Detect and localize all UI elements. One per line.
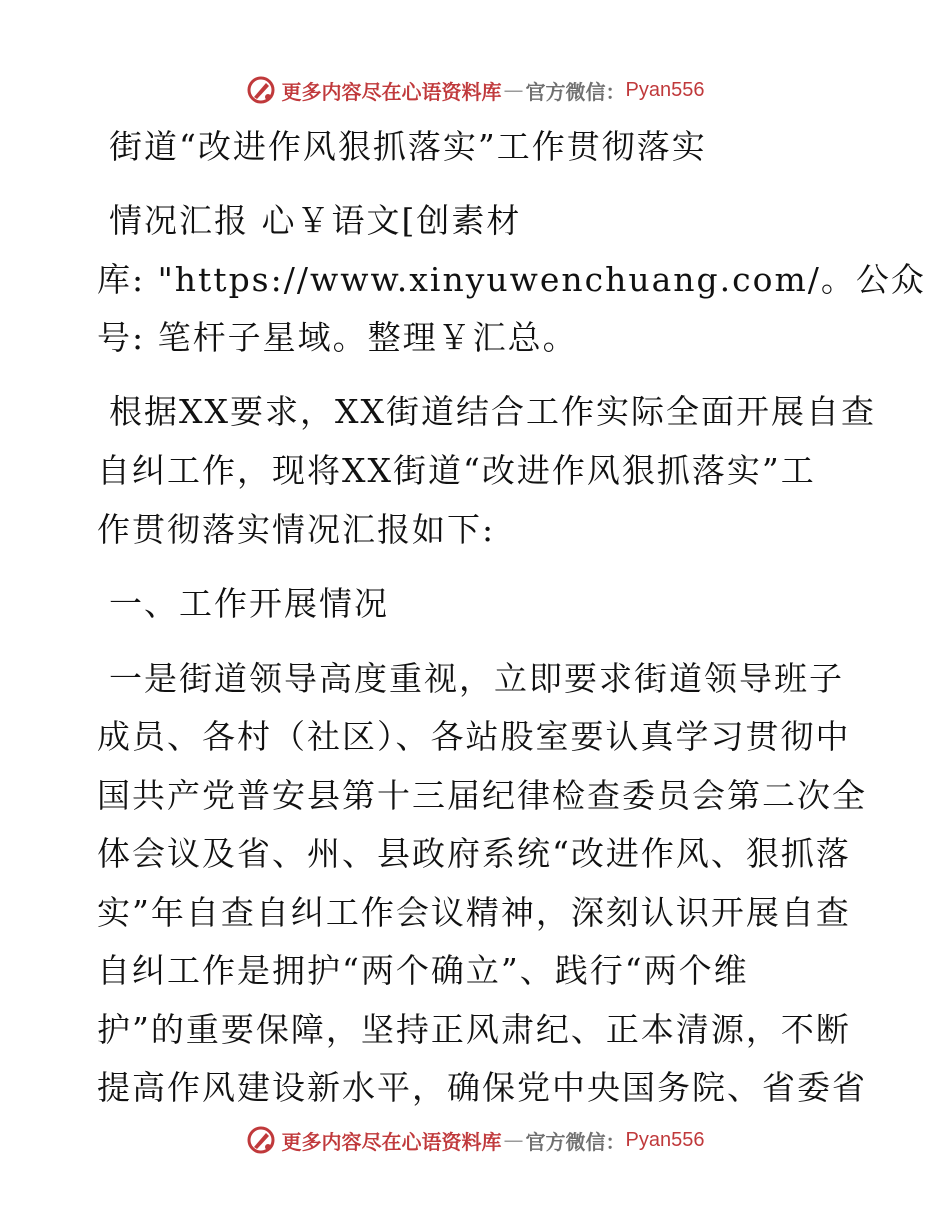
source-note-line-2: 号: 笔杆子星域。整理￥汇总。 [97,318,578,357]
watermark-dash: — [503,1128,524,1152]
paragraph-line: 一是街道领导高度重视，立即要求街道领导班子 [109,659,844,698]
watermark-wechat-id: Pyan556 [625,1128,705,1151]
paragraph-line: 提高作风建设新水平，确保党中央国务院、省委省 [97,1068,867,1107]
paragraph-line: 成员、各村（社区）、各站股室要认真学习贯彻中 [97,717,851,756]
header-watermark [0,70,950,110]
paragraph-line: 自纠工作，现将XX街道“改进作风狠抓落实”工 [97,451,816,490]
paragraph-line: 护”的重要保障，坚持正风肃纪、正本清源，不断 [97,1010,851,1049]
watermark-brand-text: 更多内容尽在心语资料库 [281,79,502,104]
paragraph-line: 国共产党普安县第十三届纪律检查委员会第二次全 [97,776,867,815]
paragraph-line: 根据XX要求，XX街道结合工作实际全面开展自查 [109,392,876,431]
document-title-line-2: 情况汇报 心￥语文[创素材 [109,201,522,240]
watermark-brand-text: 更多内容尽在心语资料库 [281,1129,502,1154]
paragraph-line: 体会议及省、州、县政府系统“改进作风、狠抓落 [97,834,851,873]
section-heading: 一、工作开展情况 [109,584,389,623]
paragraph-line: 自纠工作是拥护“两个确立”、践行“两个维 [97,951,749,990]
footer-watermark [0,1120,950,1160]
paragraph-line: 作贯彻落实情况汇报如下: [97,510,496,549]
brand-logo-icon [246,1125,276,1155]
source-note-line-1: 库: "https://www.xinyuwenchuang.com/。公众 [97,260,926,299]
paragraph-line: 实”年自查自纠工作会议精神，深刻认识开展自查 [97,893,851,932]
brand-logo-icon [246,75,276,105]
watermark-wechat-label: 官方微信： [525,79,626,104]
watermark-wechat-id: Pyan556 [625,78,705,101]
watermark-dash: — [503,78,524,102]
watermark-wechat-label: 官方微信： [525,1129,626,1154]
document-title-line-1: 街道“改进作风狠抓落实”工作贯彻落实 [109,127,707,166]
